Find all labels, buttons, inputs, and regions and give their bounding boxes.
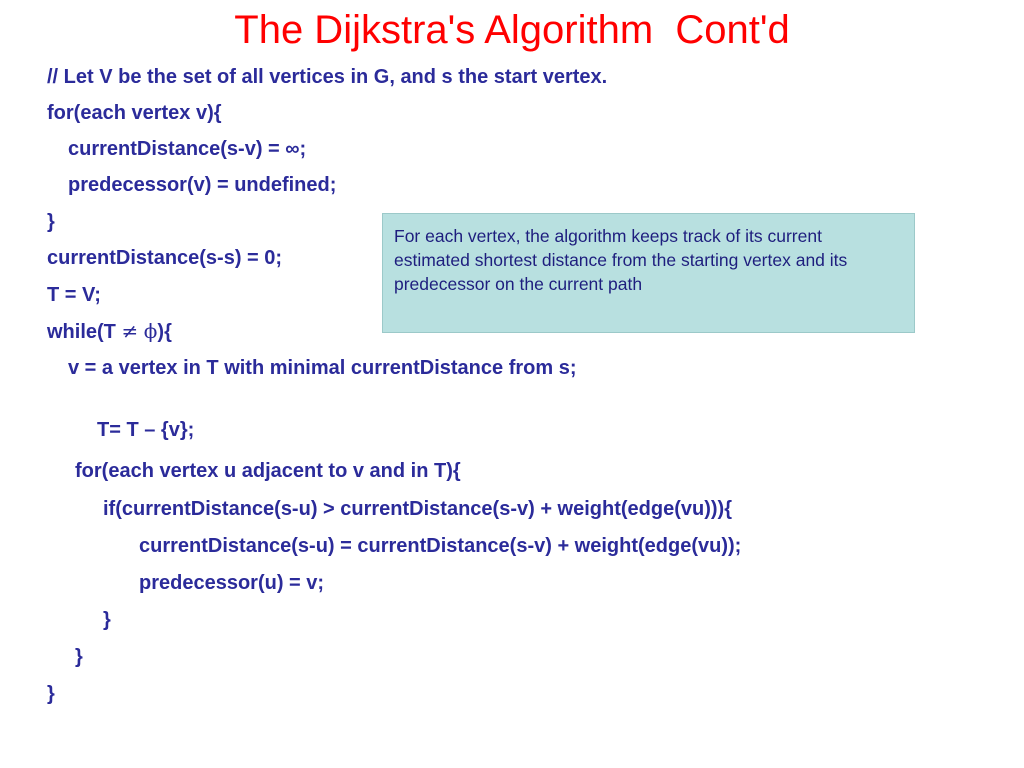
code-while-line	[47, 319, 172, 344]
code-start-distance-line: currentDistance(s-s) = 0;	[47, 247, 283, 269]
code-remove-vertex-line: T= T – {v};	[97, 419, 195, 441]
code-while-prefix: while(T	[47, 321, 122, 343]
code-close-for-line: }	[75, 646, 83, 668]
code-if-relax-line: if(currentDistance(s-u) > currentDistance(s-v) + weight(edge(vu))){	[103, 498, 732, 520]
code-for-each-vertex-line: for(each vertex v){	[47, 102, 222, 124]
explanation-note-box	[382, 213, 915, 333]
code-close-while-line: }	[47, 683, 55, 705]
code-update-distance-line: currentDistance(s-u) = currentDistance(s-v) + weight(edge(vu));	[139, 535, 742, 557]
code-for-adjacent-line: for(each vertex u adjacent to v and in T){	[75, 460, 461, 482]
code-close-if-line: }	[103, 609, 111, 631]
code-init-distance-line: currentDistance(s-v) = ∞;	[68, 138, 307, 160]
code-comment-line: // Let V be the set of all vertices in G, and s the start vertex.	[47, 66, 608, 88]
code-assign-t-line: T = V;	[47, 284, 101, 306]
code-update-predecessor-line: predecessor(u) = v;	[139, 572, 325, 594]
code-select-vertex-line: v = a vertex in T with minimal currentDistance from s;	[68, 357, 577, 379]
code-while-suffix: ){	[157, 321, 172, 343]
not-equal-symbol: ≠	[121, 319, 139, 343]
code-init-predecessor-line: predecessor(v) = undefined;	[68, 174, 337, 196]
empty-set-symbol: ϕ	[143, 319, 158, 343]
explanation-note-text: For each vertex, the algorithm keeps track of its current estimated shortest distance from the starting vertex and its predecessor on the current path	[394, 226, 848, 294]
slide-title: The Dijkstra's Algorithm Cont'd	[234, 8, 790, 52]
code-close-brace-line: }	[47, 211, 55, 233]
